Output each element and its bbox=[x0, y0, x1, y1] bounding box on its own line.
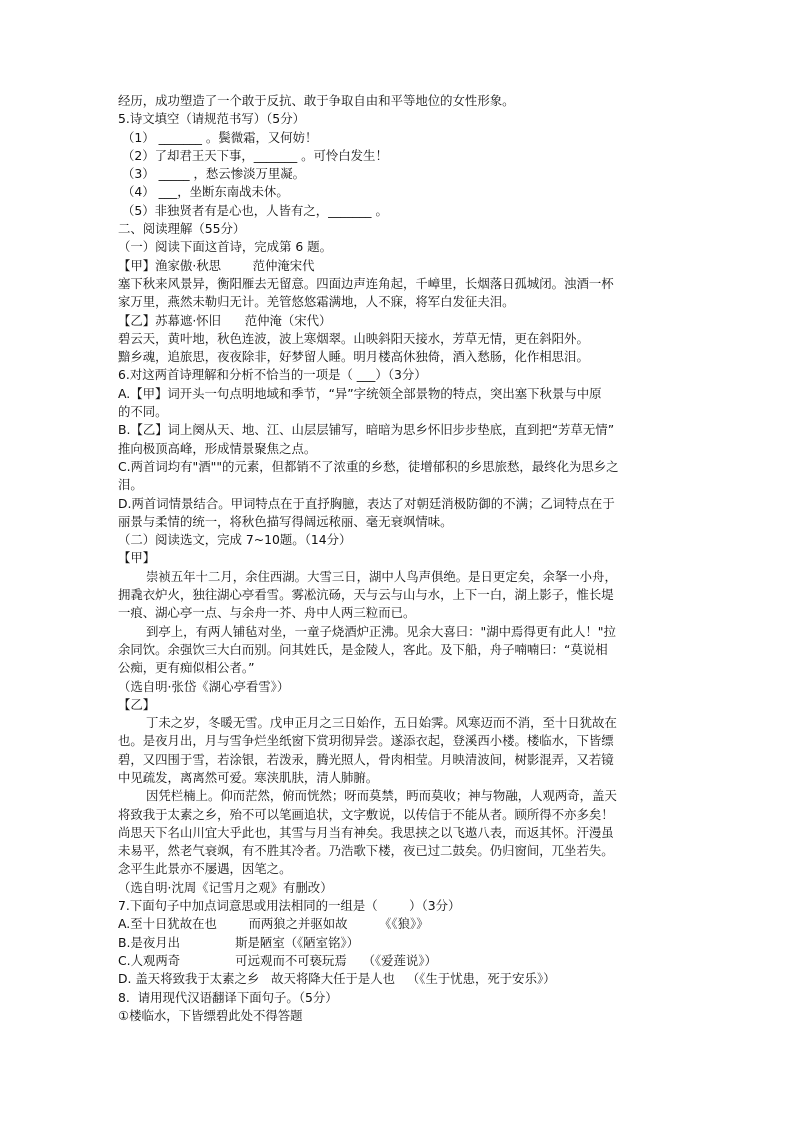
document-page bbox=[118, 92, 680, 1025]
passage-yi-text: 未易平，然老气衰飒，有不胜其冷者。乃浩歌下楼，夜已过二鼓矣。仍归窗间，兀坐若失。 bbox=[118, 843, 614, 859]
fill-blank-4: （4） ___，坐断东南战未休。 bbox=[122, 184, 289, 200]
question-6-heading: 6.对这两首诗理解和分析不恰当的一项是（ ___）（3分） bbox=[118, 367, 427, 383]
q7-option-c: C.人观两奇 可远观而不可亵玩焉 （《爱莲说》） bbox=[118, 952, 437, 968]
question-5-heading: 5.诗文填空（请规范书写）（5分） bbox=[118, 111, 305, 127]
option-d-cont: 丽景与柔情的统一，将秋色描写得阔远秾丽、毫无衰飒情味。 bbox=[118, 513, 453, 529]
option-c: C.两首词均有"酒""的元素，但都销不了浓重的乡愁，徒增郁积的乡思旅愁，最终化为思乡之 bbox=[118, 458, 619, 474]
passage-yi-text: 将致我于太素之乡，殆不可以笔画追状，文字敷说，以传信于不能从者。顾所得不亦多矣！ bbox=[118, 806, 614, 822]
text-line: 经历，成功塑造了一个敢于反抗、敢于争取自由和平等地位的女性形象。 bbox=[118, 93, 515, 108]
option-a-cont: 的不同。 bbox=[118, 404, 168, 420]
passage-jia-text: 拥毳衣炉火，独往湖心亭看雪。雾凇沆砀，天与云与山与水，上下一白，湖上影子，惟长堤 bbox=[118, 587, 614, 603]
option-a: A.【甲】词开头一句点明地域和季节，“异”字统领全部景物的特点，突出塞下秋景与中原 bbox=[118, 385, 602, 401]
fill-blank-2: （2）了却君王天下事，_______ 。可怜白发生！ bbox=[122, 147, 388, 163]
passage-yi-text: 丁未之岁，冬暖无雪。戊申正月之三日始作，五日始霁。风寒迈而不消，至十日犹故在 bbox=[146, 715, 617, 731]
fill-blank-1: （1） _______ 。鬓微霜，又何妨！ bbox=[122, 129, 318, 145]
passage-jia-text: 余同饮。余强饮三大白而别。问其姓氏，是金陵人，客此。及下船，舟子喃喃曰：“莫说相 bbox=[118, 641, 608, 657]
poem-jia-title: 【甲】渔家傲·秋思 范仲淹宋代 bbox=[118, 257, 315, 273]
option-d: D.两首词情景结合。甲词特点在于直抒胸臆，表达了对朝廷消极防御的不满；乙词特点在于 bbox=[118, 495, 615, 511]
fill-blank-5: （5）非独贤者有是心也，人皆有之，_______ 。 bbox=[122, 202, 388, 218]
section-2-heading: 二、阅读理解（55分） bbox=[118, 221, 246, 237]
q7-option-a: A.至十日犹故在也 而两狼之并驱如故 《《狼》》 bbox=[118, 916, 429, 932]
passage-jia-text: 到亭上，有两人铺毡对坐，一童子烧酒炉正沸。见余大喜曰："湖中焉得更有此人！"拉 bbox=[146, 623, 616, 639]
passage-jia-text: 崇祯五年十二月，余住西湖。大雪三日，湖中人鸟声俱绝。是日更定矣，余拏一小舟， bbox=[146, 568, 617, 584]
option-b: B.【乙】词上阕从天、地、江、山层层铺写，暗暗为思乡怀旧步步垫底，直到把“芳草无情” bbox=[118, 422, 615, 438]
poem-yi-text: 碧云天，黄叶地，秋色连波，波上寒烟翠。山映斜阳天接水，芳草无情，更在斜阳外。 bbox=[118, 330, 589, 346]
passage-yi-label: 【乙】 bbox=[118, 696, 156, 712]
poem-yi-title: 【乙】苏幕遮·怀旧 范仲淹（宋代） bbox=[118, 312, 332, 328]
poem-yi-text: 黯乡魂，追旅思，夜夜除非，好梦留人睡。明月楼高休独倚，酒入愁肠，化作相思泪。 bbox=[118, 349, 589, 365]
question-8-heading: 8. 请用现代汉语翻译下面句子。（5分） bbox=[118, 989, 338, 1005]
subsection-1-heading: （一）阅读下面这首诗，完成第 6 题。 bbox=[118, 239, 333, 255]
q8-item-1: ①楼临水，下皆缥碧此处不得答题 bbox=[118, 1007, 303, 1023]
passage-yi-text: 念平生此景亦不屡遇，因笔之。 bbox=[118, 861, 292, 877]
passage-yi-text: 也。是夜月出，月与雪争烂坐纸窗下赏玥彻异尝。遂添衣起，登溪西小楼。楼临水，下皆缥 bbox=[118, 733, 614, 749]
q7-option-b: B.是夜月出 斯是陋室（《陋室铭》） bbox=[118, 934, 360, 950]
subsection-2-heading: （二）阅读选文，完成 7~10题。（14分） bbox=[118, 532, 352, 548]
passage-yi-text: 中见疏发，离离然可爱。寒浃肌肤，清人肺腑。 bbox=[118, 769, 379, 785]
passage-yi-source: （选自明·沈周《记雪月之观》有删改） bbox=[118, 879, 333, 895]
q7-option-d: D. 盖天将致我于太素之乡 故天将降大任于是人也 （《生于忧患，死于安乐》） bbox=[118, 971, 556, 987]
passage-yi-text: 碧，又四围于雪，若涂银，若泼汞，腾光照人，骨肉相莹。月映清波间，树影混弄，又若镜 bbox=[118, 751, 614, 767]
poem-jia-text: 塞下秋来风景异，衡阳雁去无留意。四面边声连角起，千嶂里，长烟落日孤城闭。浊酒一杯 bbox=[118, 275, 614, 291]
fill-blank-3: （3） _____ ，愁云惨淡万里凝。 bbox=[122, 166, 306, 182]
question-7-heading: 7.下面句子中加点词意思或用法相同的一组是（ ）（3分） bbox=[118, 898, 461, 914]
poem-jia-text: 家万里，燕然未勒归无计。羌管悠悠霜满地，人不寐，将军白发征夫泪。 bbox=[118, 294, 515, 310]
option-c-cont: 泪。 bbox=[118, 477, 143, 493]
passage-jia-source: （选自明·张岱《湖心亭看雪》） bbox=[118, 678, 290, 694]
passage-jia-text: 一痕、湖心亭一点、与余舟一芥、舟中人两三粒而已。 bbox=[118, 605, 416, 621]
passage-yi-text: 尚思天下名山川宜大乎此也，其雪与月当有神矣。我思挟之以飞遨八表，而返其怀。汗漫虽 bbox=[118, 824, 614, 840]
option-b-cont: 推向极顶高峰，形成情景聚焦之点。 bbox=[118, 440, 317, 456]
passage-yi-text: 因凭栏楠上。仰而茫然，俯而恍然；呀而莫禁，眄而莫收；神与物融，人观两奇，盖天 bbox=[146, 788, 617, 804]
passage-jia-text: 公痴，更有痴似相公者。” bbox=[118, 660, 255, 676]
passage-jia-label: 【甲】 bbox=[118, 550, 156, 566]
